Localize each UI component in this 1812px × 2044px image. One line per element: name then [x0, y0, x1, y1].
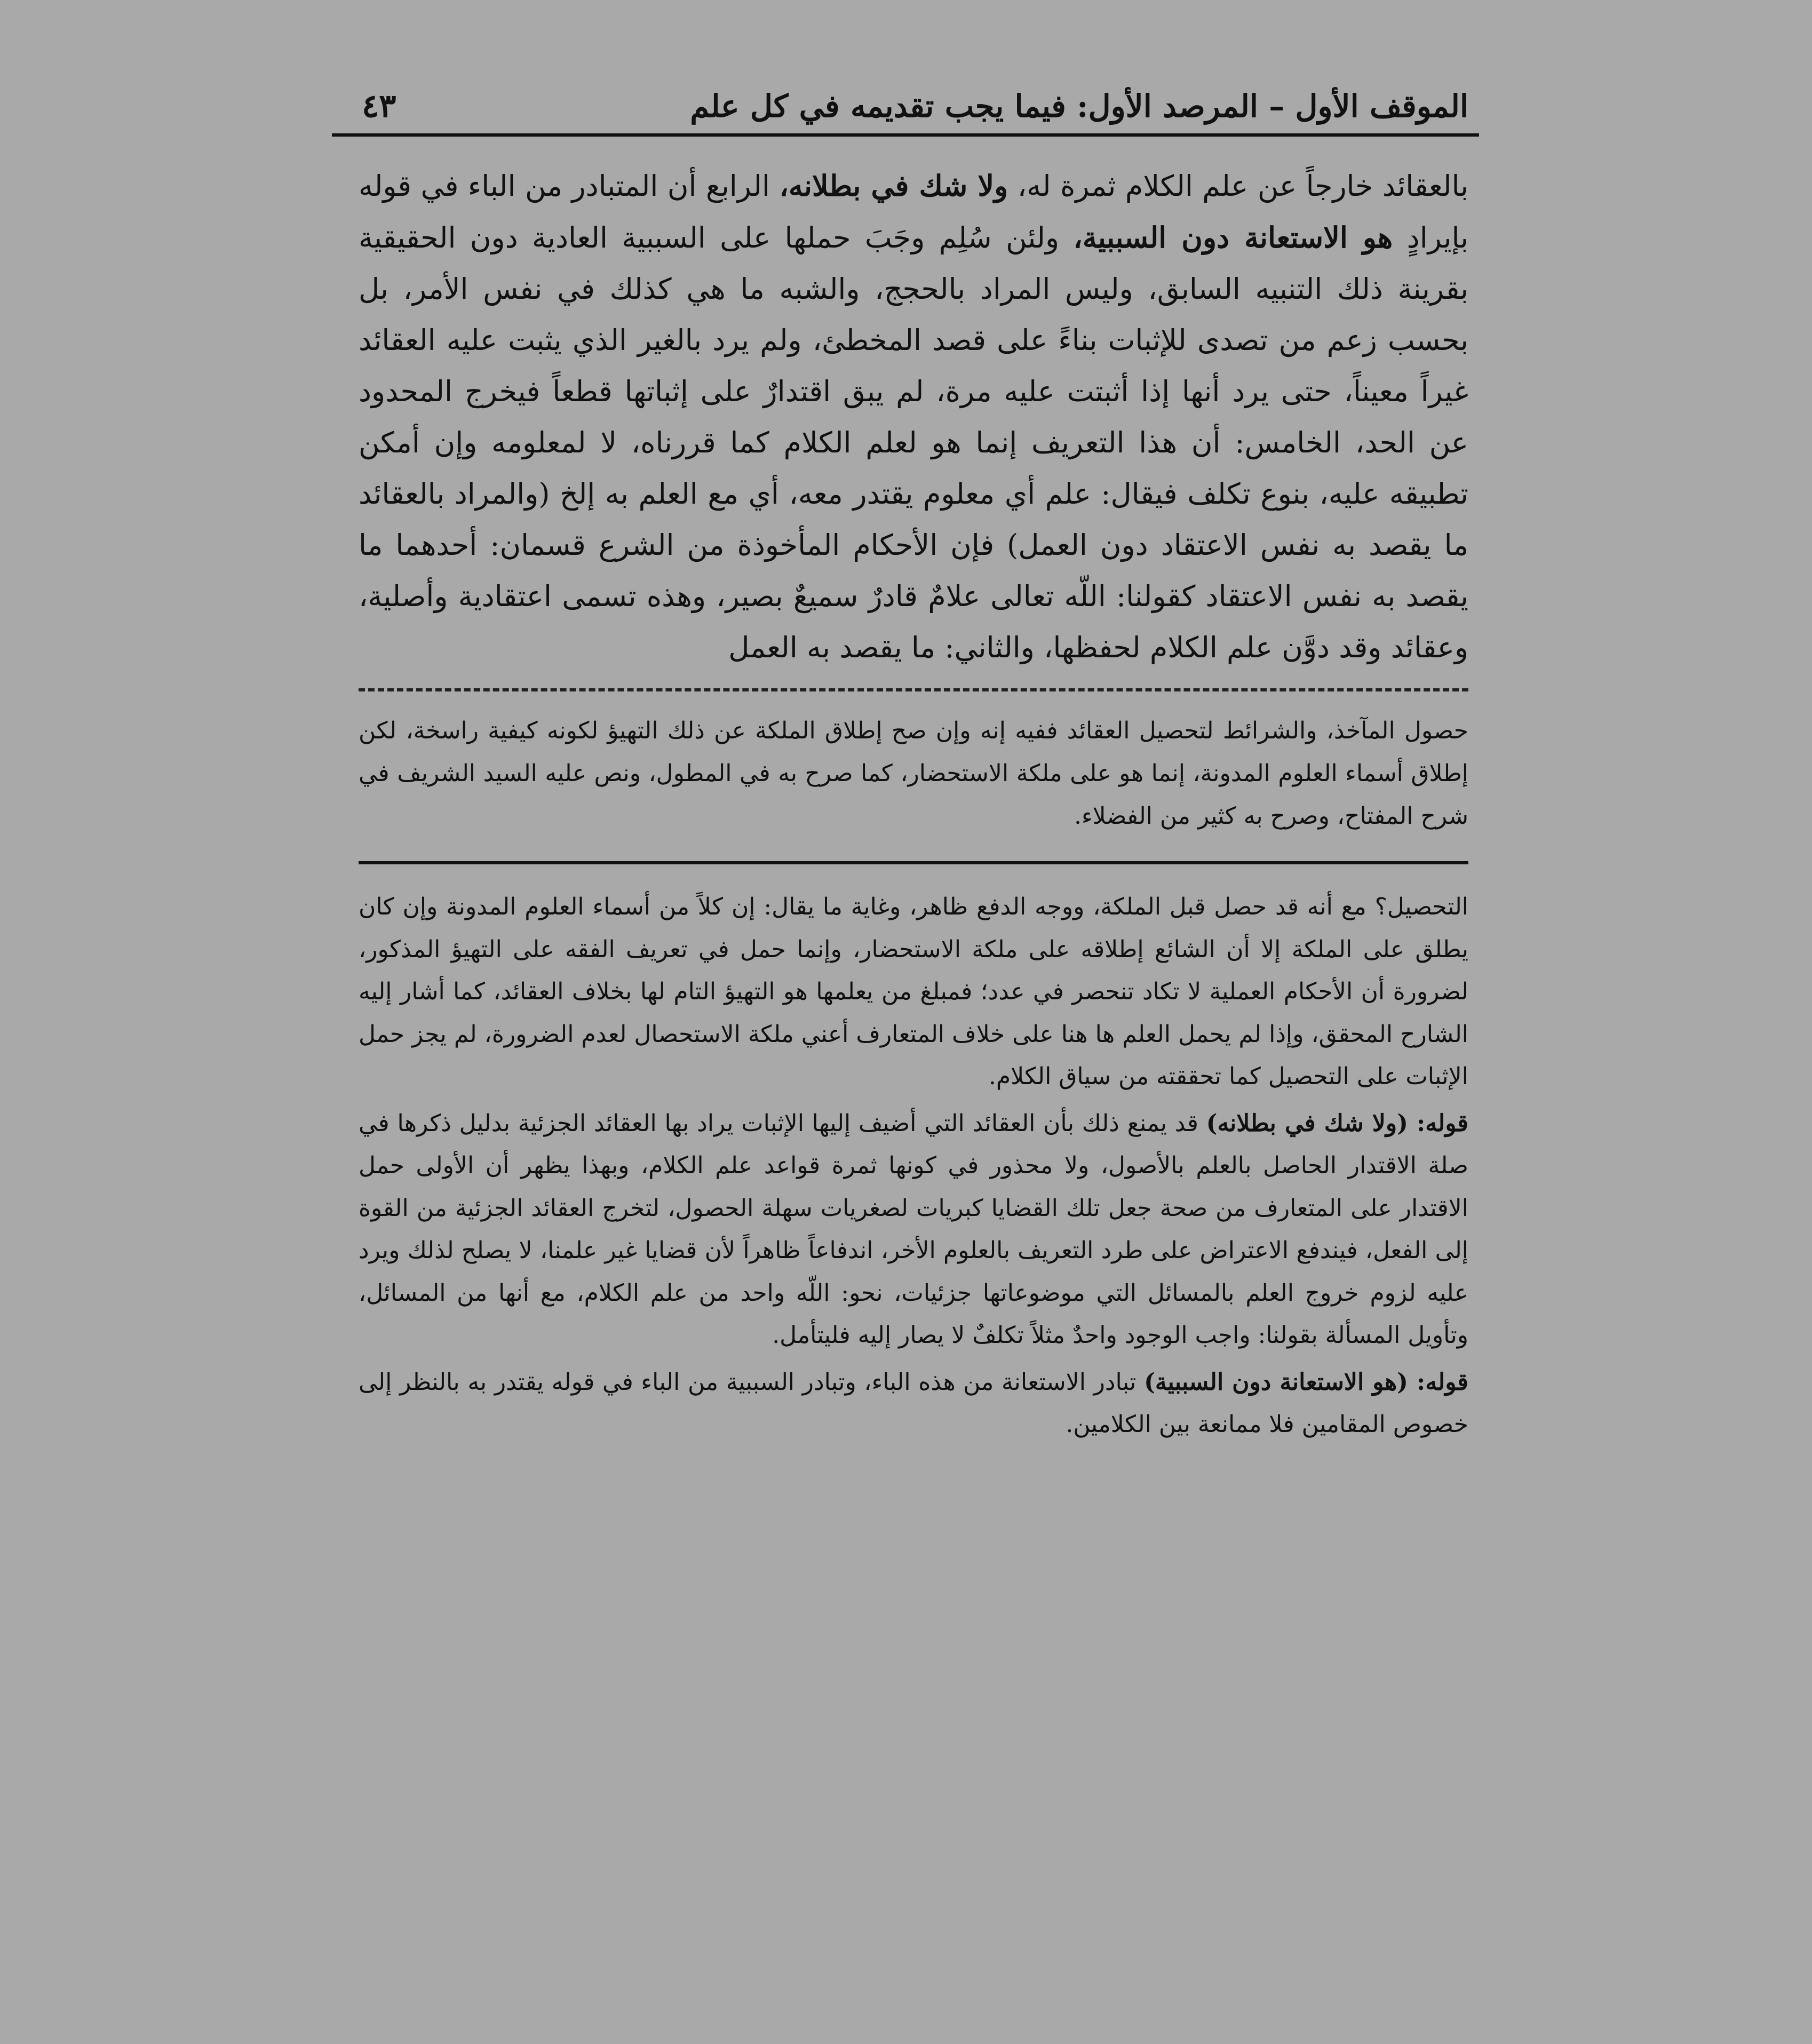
dashed-separator: [359, 688, 1468, 691]
gloss-paragraph-1: التحصيل؟ مع أنه قد حصل قبل الملكة، ووجه الدفع ظاهر، وغاية ما يقال: إن كلاً من أسماء العلوم المدونة وإن كان يطلق على الملكة إلا أن الشائع إطلاقه على ملكة الاستحضار، وإنما حمل في تعريف الفقه على التهيؤ المذكور، لضرورة أن الأحكام العملية لا تكاد تنحصر في عدد؛ فمبلغ من يعلمها هو التهيؤ التام لها بخلاف العقائد، كما أشار إليه الشارح المحقق، وإذا لم يحمل العلم ها هنا على خلاف المتعارف أعني ملكة الاستحصال لعدم الضرورة، لم يجز حمل الإثبات على التحصيل كما تحققته من سياق الكلام.: [359, 893, 1468, 1090]
header-rule: [332, 133, 1479, 137]
gloss-commentary: [359, 886, 1468, 1446]
main-text-seg1: بالعقائد خارجاً عن علم الكلام ثمرة له،: [1008, 169, 1468, 203]
solid-separator: [359, 861, 1468, 864]
page-number: ٤٣: [362, 88, 396, 125]
gloss-lemma-2: قوله: (ولا شك في بطلانه): [1206, 1109, 1468, 1137]
main-text-seg3: ولئن سُلِم وجَبَ حملها على السببية العادية دون الحقيقية بقرينة ذلك التنبيه السابق، وليس المراد بالحجج، والشبه ما هي كذلك في نفس الأمر، بل بحسب زعم من تصدى للإثبات بناءً على قصد المخطئ، ولم يرد بالغير الذي يثبت عليه العقائد غيراً معيناً، حتى يرد أنها إذا أثبتت عليه مرة، لم يبق اقتدارٌ على إثباتها قطعاً فيخرج المحدود عن الحد، الخامس: أن هذا التعريف إنما هو لعلم الكلام كما قررناه، لا لمعلومه وإن أمكن تطبيقه عليه، بنوع تكلف فيقال: علم أي معلوم يقتدر معه، أي مع العلم به إلخ (والمراد بالعقائد ما يقصد به نفس الاعتقاد دون العمل) فإن الأحكام المأخوذة من الشرع قسمان: أحدهما ما يقصد به نفس الاعتقاد كقولنا: اللّه تعالى علامٌ قادرٌ سميعٌ بصير، وهذه تسمى اعتقادية وأصلية، وعقائد وقد دوَّن علم الكلام لحفظها، والثاني: ما يقصد به العمل: [359, 221, 1469, 664]
main-text-bold2: هو الاستعانة دون السببية،: [1073, 220, 1393, 254]
page-header: [359, 80, 1468, 139]
gloss-body-2: قد يمنع ذلك بأن العقائد التي أضيف إليها الإثبات يراد بها العقائد الجزئية بدليل ذكرها في صلة الاقتدار الحاصل بالعلم بالأصول، ولا محذور في كونها ثمرة قواعد علم الكلام، وبهذا يظهر أن الأولى حمل الاقتدار على المتعارف من صحة جعل تلك القضايا كبريات لصغريات سهلة الحصول، لتخرج العقائد الجزئية من القوة إلى الفعل، فيندفع الاعتراض على طرد التعريف بالعلوم الأخر، اندفاعاً ظاهراً لأن قضايا غير علمنا، لا يصلح لذلك ويرد عليه لزوم خروج العلم بالمسائل التي موضوعاتها جزئيات، نحو: اللّه واحد من علم الكلام، مع أنها من المسائل، وتأويل المسألة بقولنا: واجب الوجود واحدٌ مثلاً تكلفٌ لا يصار إليه فليتأمل.: [359, 1109, 1468, 1349]
footnote: حصول المآخذ، والشرائط لتحصيل العقائد ففيه إنه وإن صح إطلاق الملكة عن ذلك التهيؤ لكونه كيفية راسخة، لكن إطلاق أسماء العلوم المدونة، إنما هو على ملكة الاستحضار، كما صرح به في المطول، ونص عليه السيد الشريف في شرح المفتاح، وصرح به كثير من الفضلاء.: [359, 717, 1468, 830]
running-title: الموقف الأول – المرصد الأول: فيما يجب تقديمه في كل علم: [690, 88, 1468, 124]
gloss-paragraph-2: [359, 1102, 1468, 1357]
main-text-bold1: ولا شك في بطلانه،: [779, 169, 1008, 203]
gloss-lemma-3: قوله: (هو الاستعانة دون السببية): [1144, 1368, 1468, 1396]
main-text-seg2: الرابع أن المتبادر من الباء في قوله بإيرادٍ: [359, 169, 1469, 254]
main-text: [359, 160, 1468, 673]
gloss-paragraph-3: [359, 1361, 1468, 1446]
book-page: [359, 80, 1468, 1990]
gloss-body-3: تبادر الاستعانة من هذه الباء، وتبادر السببية من الباء في قوله يقتدر به بالنظر إلى خصوص المقامين فلا ممانعة بين الكلامين.: [359, 1368, 1468, 1438]
